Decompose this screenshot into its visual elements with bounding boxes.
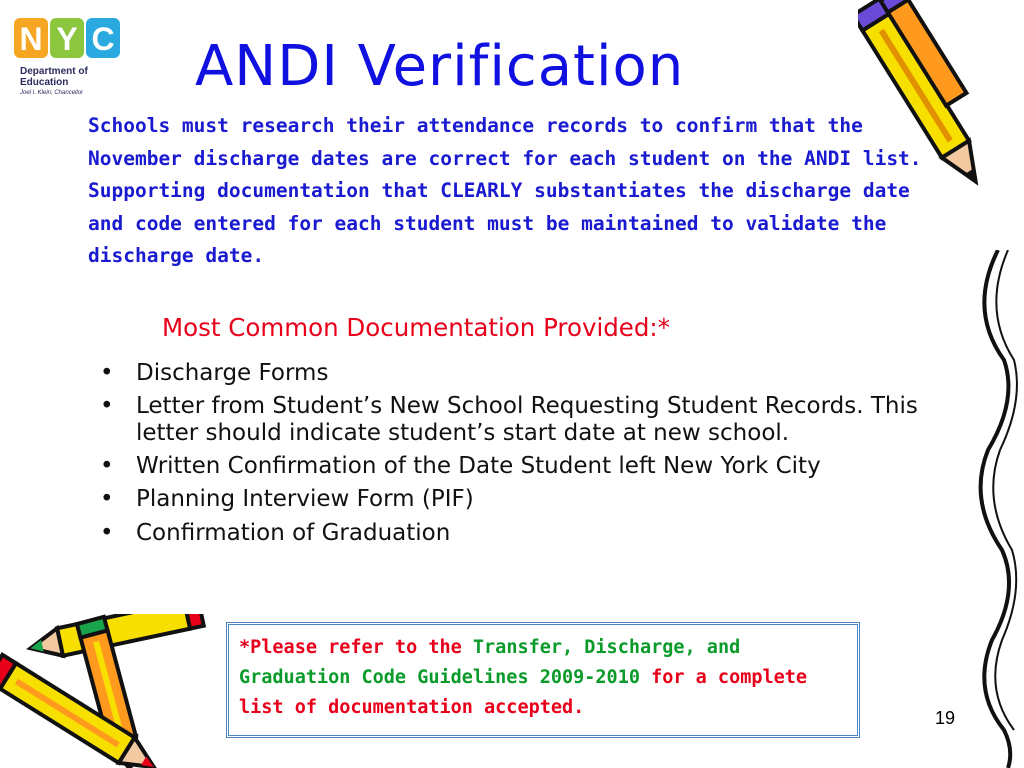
reference-note-box: [226, 622, 860, 738]
pencils-bottom-left-icon: [0, 614, 210, 768]
page-number: 19: [935, 708, 956, 728]
list-item: [100, 486, 935, 513]
asterisk-mark: *: [657, 313, 670, 342]
documentation-list: [100, 360, 935, 553]
logo-letter-y: Y: [56, 21, 78, 57]
list-item: [100, 360, 935, 387]
bullet-icon: •: [100, 393, 114, 419]
list-item-text: Written Confirmation of the Date Student left New York City: [136, 453, 821, 479]
section-heading: [162, 313, 670, 342]
note-text-outro: for a complete list of documentation accepted.: [239, 667, 808, 718]
nyc-doe-logo: [14, 14, 124, 96]
logo-line-3: Joel I. Klein, Chancellor: [20, 90, 84, 96]
list-item: [100, 520, 935, 547]
intro-paragraph: Schools must research their attendance records to confirm that the November discharge dates are correct for each student on the ANDI list. Supporting documentation that CLEARLY substantiates the discharge date and code entered for each student must be maintained to validate the discharge date.: [88, 114, 922, 267]
list-item: [100, 453, 935, 480]
guidelines-reference: Transfer, Discharge, and Graduation Code Guidelines 2009-2010: [239, 637, 741, 688]
list-item-text: Letter from Student’s New School Requesting Student Records. This letter should indicate student’s start date at new school.: [136, 393, 918, 446]
list-item: [100, 393, 935, 447]
bullet-icon: •: [100, 453, 114, 479]
section-heading-text: Most Common Documentation Provided:: [162, 313, 658, 342]
list-item-text: Planning Interview Form (PIF): [136, 486, 474, 512]
slide-title: ANDI Verification: [195, 34, 685, 99]
bullet-icon: •: [100, 520, 114, 546]
bullet-icon: •: [100, 360, 114, 386]
logo-line-1: Department of: [20, 66, 88, 77]
reference-note: [239, 633, 839, 723]
logo-letter-c: C: [91, 21, 115, 57]
bullet-icon: •: [100, 486, 114, 512]
note-text-intro: Please refer to the: [250, 637, 473, 658]
list-item-text: Discharge Forms: [136, 360, 329, 386]
decorative-squiggle-icon: [958, 250, 1024, 768]
logo-letter-n: N: [19, 21, 43, 57]
note-asterisk: *: [239, 637, 251, 658]
list-item-text: Confirmation of Graduation: [136, 520, 451, 546]
pencils-top-right-icon: [858, 0, 1024, 240]
nyc-logo-icon: [14, 14, 124, 62]
logo-line-2: Education: [20, 77, 69, 88]
